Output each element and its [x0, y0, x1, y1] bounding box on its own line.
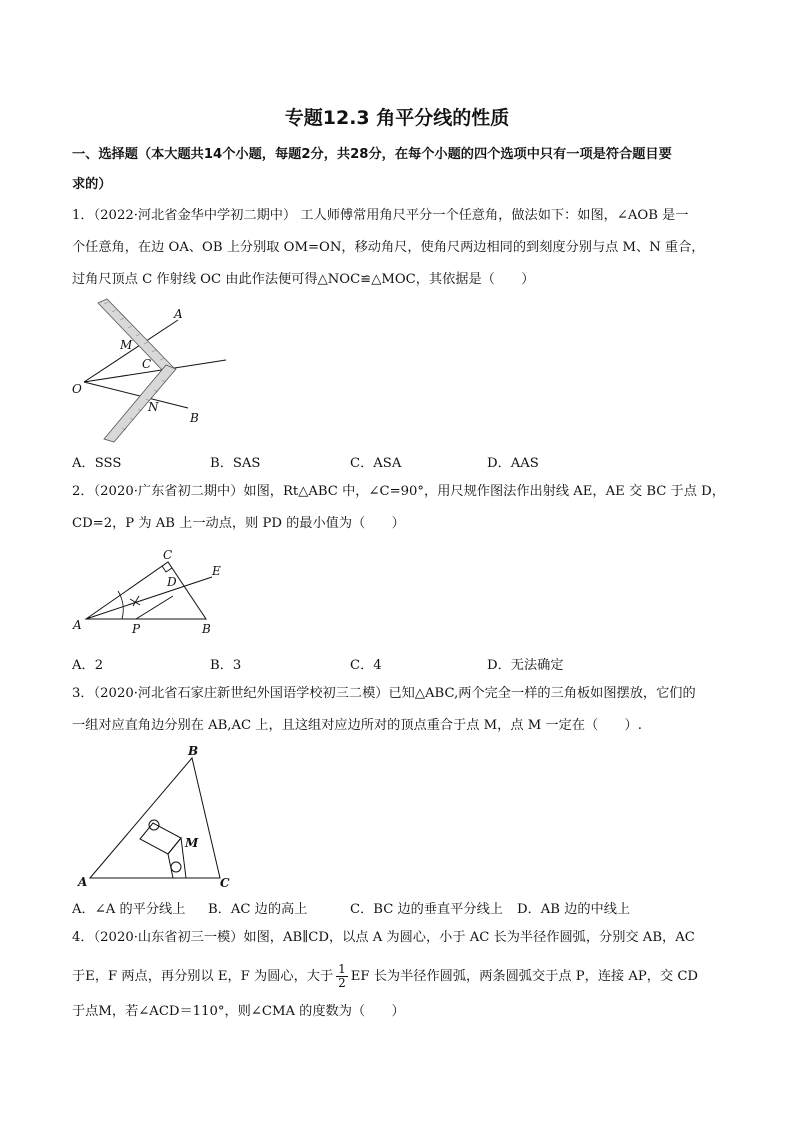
q3-option-c[interactable]: C．BC 边的垂直平分线上: [350, 902, 503, 917]
q2-label-e: E: [212, 564, 221, 578]
q2-option-b[interactable]: B．3: [210, 658, 242, 673]
q2-label-d: D: [167, 575, 177, 589]
q4-fraction-numerator: 1: [338, 962, 346, 976]
q2-label-p: P: [132, 622, 141, 636]
q3-text-line1: 3．（2020·河北省石家庄新世纪外国语学校初三二模）已知△ABC,两个完全一样的三角板如图摆放，它们的: [72, 686, 696, 701]
q1-label-o: O: [72, 382, 82, 396]
q4-fraction-denominator: 2: [338, 976, 346, 990]
q2-label-b: B: [202, 622, 211, 636]
q1-label-m: M: [120, 338, 133, 352]
q3-option-a[interactable]: A．∠A 的平分线上: [72, 902, 186, 917]
q4-text-line2-end: EF 长为半径作圆弧，两条圆弧交于点 P，连接 AP，交 CD: [350, 969, 699, 984]
q1-label-b: B: [190, 411, 199, 425]
q3-figure: [70, 743, 240, 893]
q2-label-c: C: [163, 548, 173, 562]
q1-label-n: N: [148, 400, 159, 414]
section-heading-line1: 一、选择题（本大题共14个小题，每题2分，共28分，在每个小题的四个选项中只有一项是符合题目要: [72, 147, 672, 162]
q4-text-line3: 于点M，若∠ACD＝110°，则∠CMA 的度数为（ ）: [72, 1004, 405, 1019]
q2-label-a: A: [73, 618, 82, 632]
q1-option-a[interactable]: A．SSS: [72, 456, 122, 471]
q2-text-line1: 2．（2020·广东省初二期中）如图，Rt△ABC 中，∠C=90°，用尺规作图法作出射线 AE，AE 交 BC 于点 D，: [72, 484, 725, 499]
q3-label-c: C: [220, 876, 230, 890]
q1-figure: [70, 298, 240, 446]
q3-label-m: M: [185, 836, 199, 850]
q3-label-a: A: [78, 875, 88, 889]
q1-option-b[interactable]: B．SAS: [210, 456, 261, 471]
page-title: 专题12.3 角平分线的性质: [284, 107, 510, 129]
q2-text-line2: CD=2，P 为 AB 上一动点，则 PD 的最小值为（ ）: [72, 516, 405, 531]
q4-fraction: [336, 963, 348, 990]
q4-text-line1: 4．（2020·山东省初三一模）如图，AB∥CD，以点 A 为圆心，小于 AC 长为半径作圆弧，分别交 AB，AC: [72, 930, 695, 945]
q1-text-line1: 1．（2022·河北省金华中学初二期中） 工人师傅常用角尺平分一个任意角，做法如下：如图，∠AOB 是一: [72, 208, 689, 223]
q2-option-d[interactable]: D．无法确定: [487, 658, 564, 673]
q1-option-d[interactable]: D．AAS: [487, 456, 539, 471]
q3-text-line2: 一组对应直角边分别在 AB,AC 上，且这组对应边所对的顶点重合于点 M，点 M 一定在（ ）.: [72, 718, 642, 733]
q3-option-d[interactable]: D．AB 边的中线上: [517, 902, 631, 917]
q1-label-c: C: [142, 357, 152, 371]
q3-label-b: B: [188, 744, 199, 758]
q1-label-a: A: [174, 307, 183, 321]
q4-text-line2-start: 于E，F 两点，再分别以 E，F 为圆心，大于: [72, 969, 334, 984]
q2-option-a[interactable]: A．2: [72, 658, 104, 673]
q3-option-b[interactable]: B．AC 边的高上: [208, 902, 308, 917]
q4-text-line2: [72, 963, 698, 990]
q1-text-line3: 过角尺顶点 C 作射线 OC 由此作法便可得△NOC≌△MOC，其依据是（ ）: [72, 272, 535, 287]
q1-text-line2: 个任意角，在边 OA、OB 上分别取 OM=ON，移动角尺，使角尺两边相同的到刻度分别与点 M、N 重合，: [72, 240, 705, 255]
q2-option-c[interactable]: C．4: [350, 658, 382, 673]
section-heading-line2: 求的）: [72, 177, 112, 192]
q1-option-c[interactable]: C．ASA: [350, 456, 402, 471]
q2-figure: [70, 545, 230, 637]
